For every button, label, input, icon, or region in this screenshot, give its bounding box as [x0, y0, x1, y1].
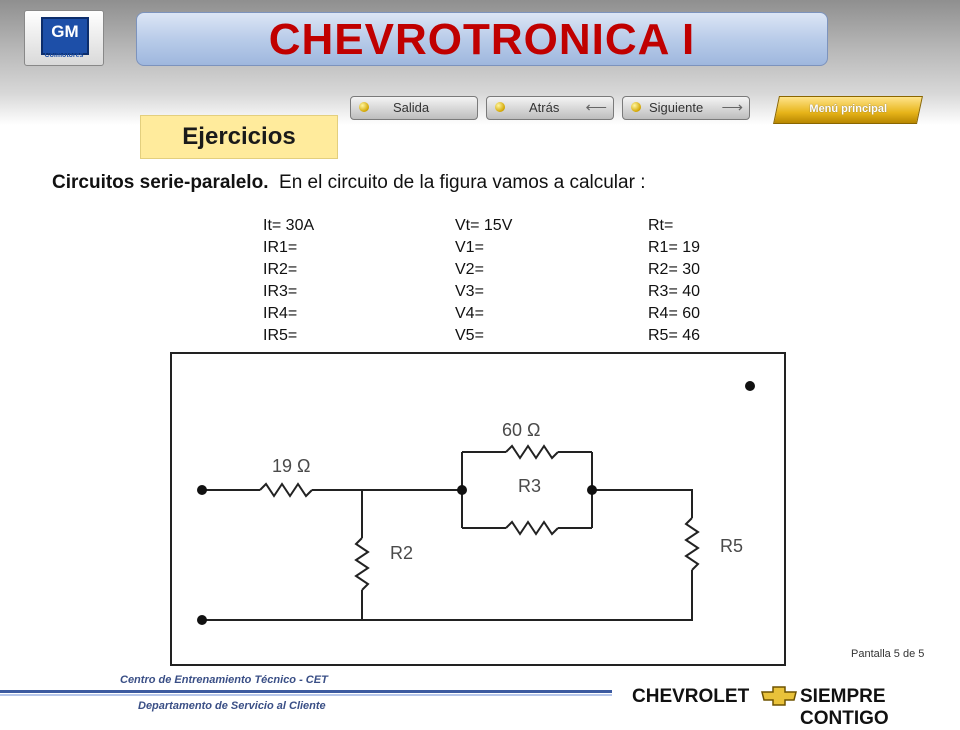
node-left	[457, 485, 467, 495]
title-bar	[136, 12, 828, 66]
resistance-item: R3= 40	[648, 283, 701, 300]
gm-logo	[24, 10, 104, 66]
voltage-item: V1=	[455, 239, 484, 256]
menu-principal-label: Menú principal	[809, 103, 888, 115]
node-right	[587, 485, 597, 495]
input-terminal-bottom	[197, 615, 207, 625]
current-item: IR2=	[263, 261, 298, 278]
input-terminal-top	[197, 485, 207, 495]
bullet-icon	[631, 102, 641, 112]
resistance-column	[648, 215, 700, 347]
resistance-item: R2= 30	[648, 261, 701, 278]
current-column	[263, 215, 314, 347]
chevrolet-brand	[632, 682, 950, 729]
circuit-diagram	[170, 352, 786, 666]
resistor-r1	[260, 484, 312, 496]
heading-text: En el circuito de la figura vamos a calcular :	[279, 172, 646, 193]
footer-dept-text: Departamento de Servicio al Cliente	[138, 700, 326, 712]
current-item: IR4=	[263, 305, 298, 322]
voltage-item: V4=	[455, 305, 484, 322]
bowtie-icon	[760, 685, 798, 707]
current-item: IR5=	[263, 327, 298, 344]
heading-bold: Circuitos serie-paralelo.	[52, 172, 269, 193]
resistance-item: Rt=	[648, 217, 674, 234]
gm-logo-mark: GM	[41, 17, 89, 55]
arrow-left-icon: ⟵	[585, 99, 607, 116]
r3-label: R3	[518, 476, 542, 496]
current-item: IR1=	[263, 239, 298, 256]
section-box	[140, 115, 338, 159]
salida-button[interactable]	[350, 96, 478, 120]
page-title: CHEVROTRONICA I	[268, 15, 696, 64]
gm-logo-subtitle: Colmotores	[44, 52, 84, 59]
current-item: It= 30A	[263, 217, 315, 234]
salida-label: Salida	[393, 100, 430, 115]
wire-to-r5	[592, 490, 692, 518]
resistor-r2	[356, 538, 368, 590]
arrow-right-icon: ⟶	[721, 99, 743, 116]
resistance-item: R5= 46	[648, 327, 701, 344]
page-indicator: Pantalla 5 de 5	[851, 648, 925, 660]
stray-dot	[745, 381, 755, 391]
r2-label: R2	[390, 543, 414, 563]
section-title: Ejercicios	[182, 123, 296, 150]
r5-label: R5	[720, 536, 744, 556]
atras-button[interactable]	[486, 96, 614, 120]
r1-label: 19 Ω	[272, 456, 311, 476]
bullet-icon	[495, 102, 505, 112]
voltage-item: V5=	[455, 327, 484, 344]
resistance-item: R4= 60	[648, 305, 701, 322]
voltage-item: V2=	[455, 261, 484, 278]
footer-center-text: Centro de Entrenamiento Técnico - CET	[120, 674, 328, 686]
atras-label: Atrás	[529, 100, 560, 115]
voltage-column	[455, 215, 512, 347]
current-item: IR3=	[263, 283, 298, 300]
r4-label: 60 Ω	[502, 420, 541, 440]
siguiente-label: Siguiente	[649, 100, 704, 115]
resistance-item: R1= 19	[648, 239, 701, 256]
menu-principal-button[interactable]	[773, 96, 923, 124]
brand-right-text: SIEMPRE CONTIGO	[800, 686, 889, 729]
voltage-item: V3=	[455, 283, 484, 300]
bullet-icon	[359, 102, 369, 112]
brand-left-text: CHEVROLET	[632, 686, 750, 707]
siguiente-button[interactable]	[622, 96, 750, 120]
footer-divider	[0, 690, 612, 693]
exercise-heading	[52, 172, 645, 194]
voltage-item: Vt= 15V	[455, 217, 513, 234]
resistor-r3	[506, 522, 558, 534]
resistor-r4	[506, 446, 558, 458]
wire-bottom-return	[202, 570, 692, 620]
footer-divider-light	[0, 694, 612, 696]
circuit-svg	[172, 354, 784, 664]
resistor-r5	[686, 518, 698, 570]
